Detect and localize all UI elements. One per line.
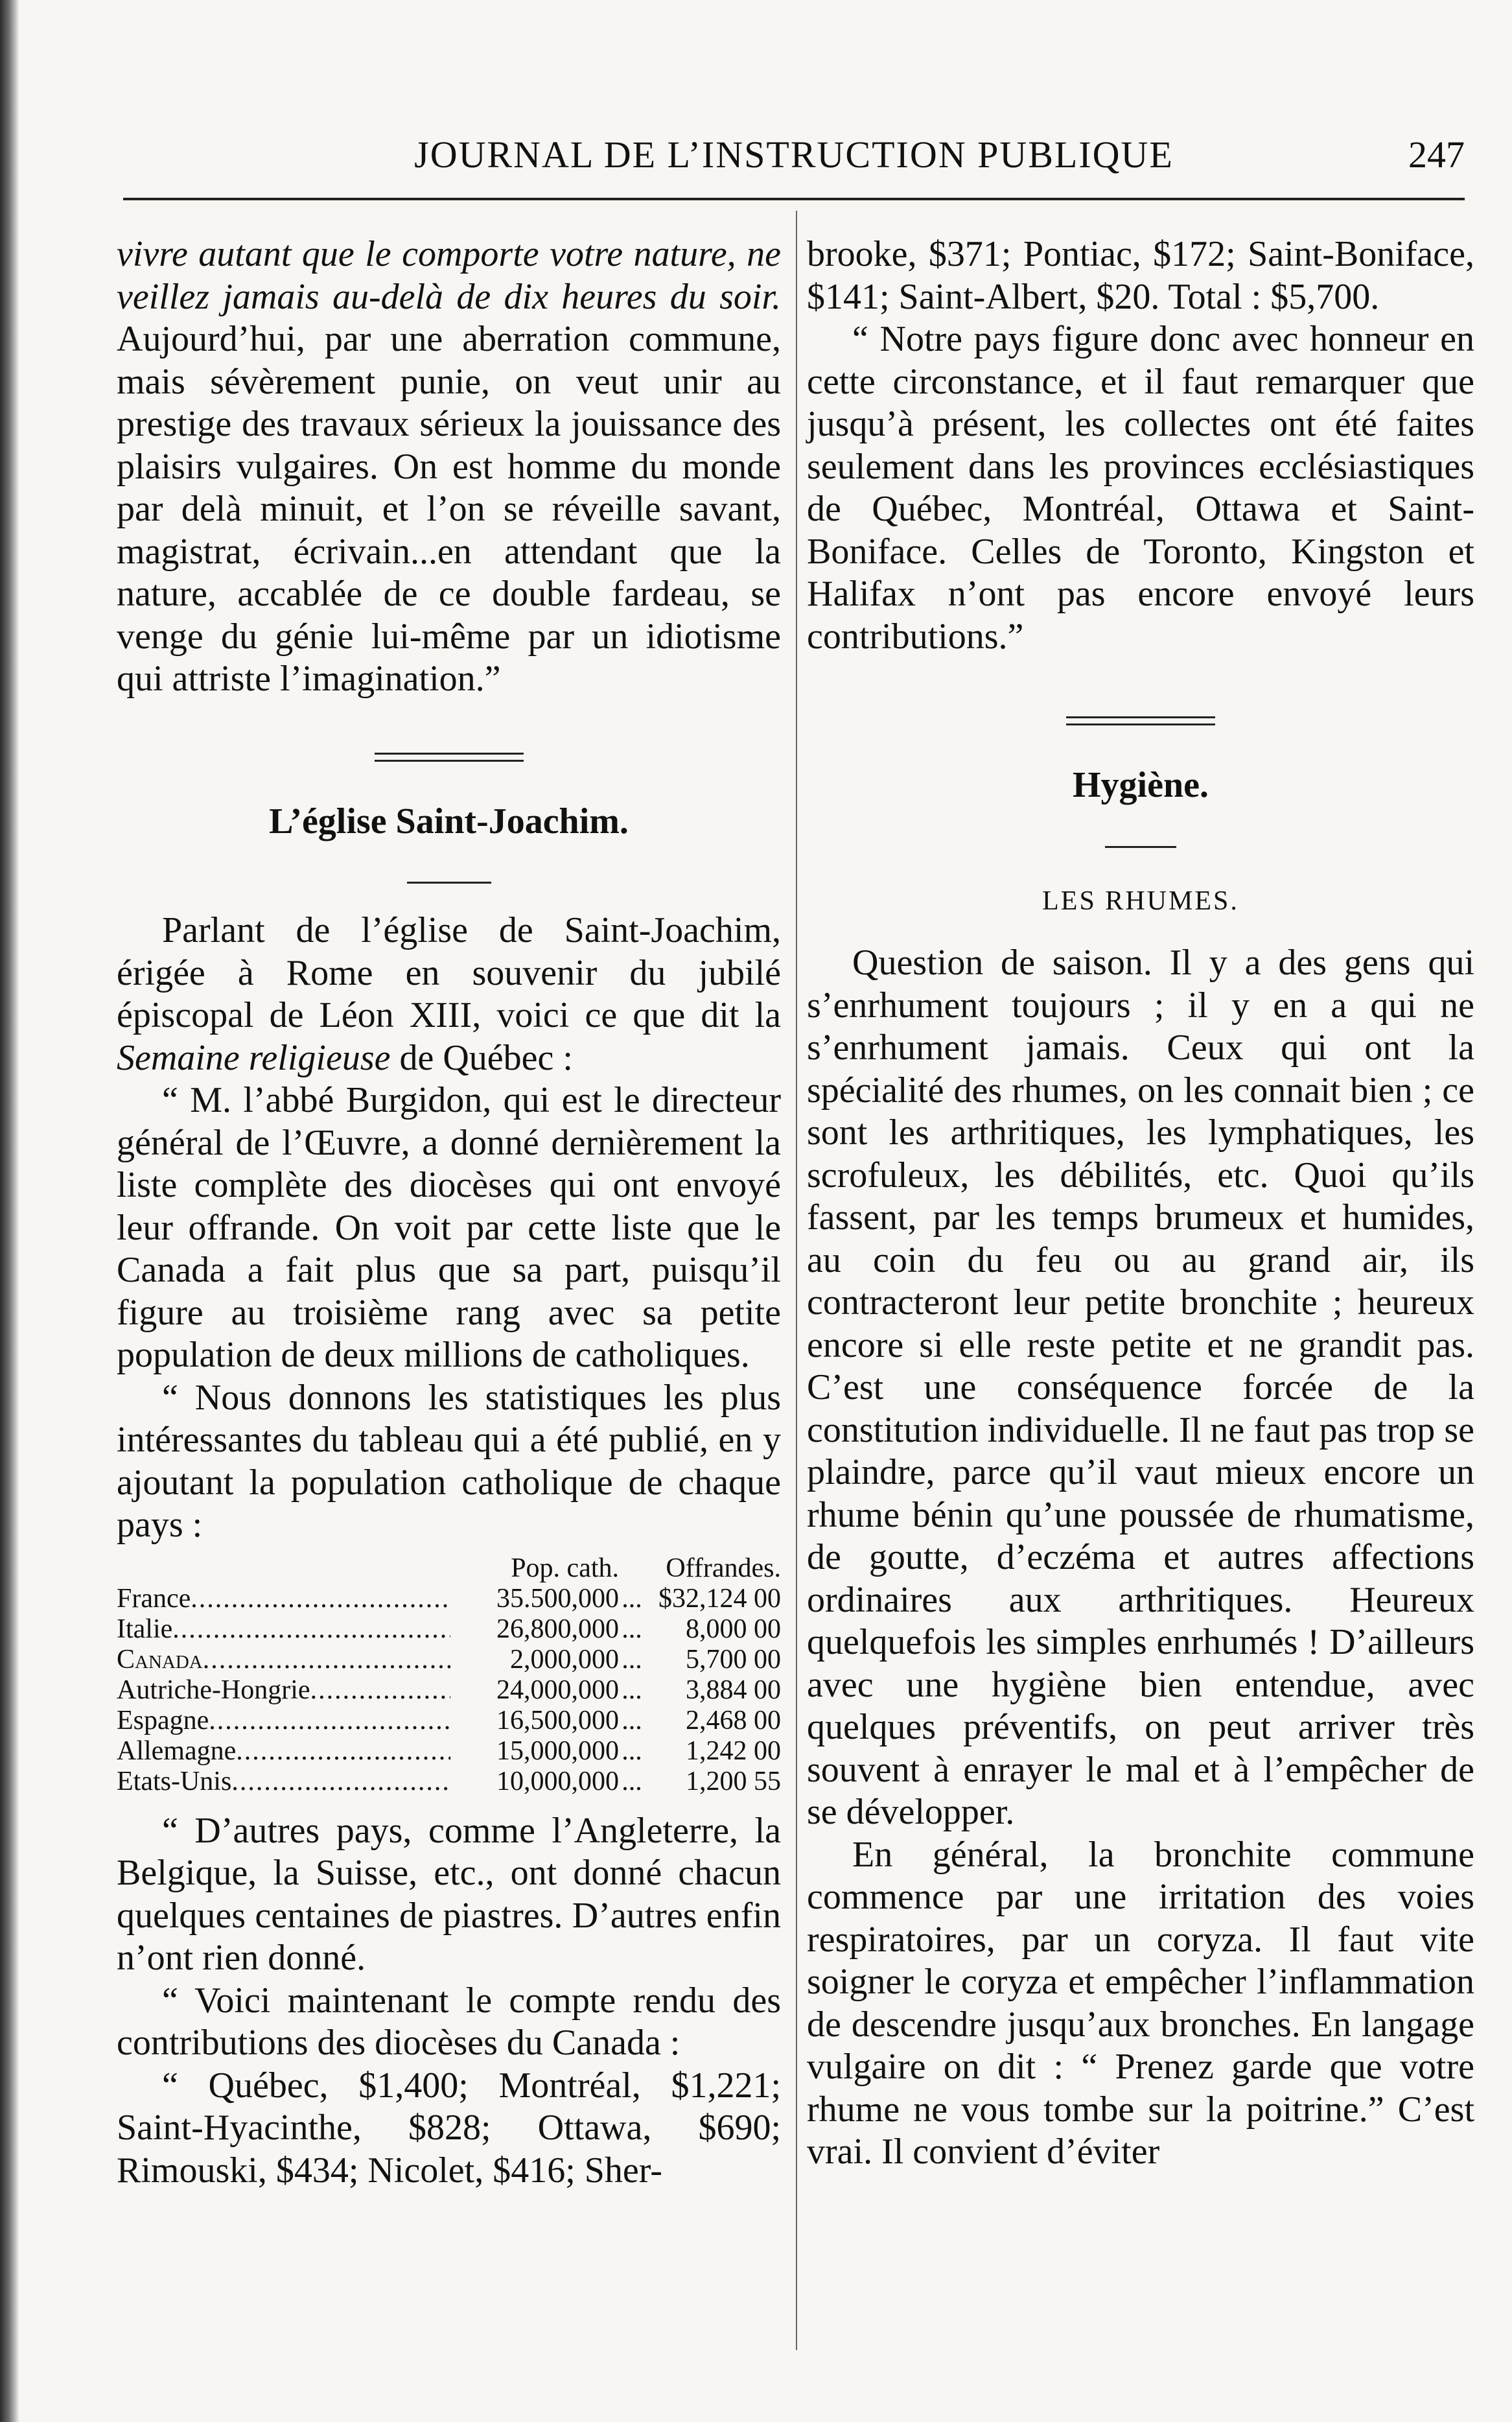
offering-value: 8,000 00	[686, 1614, 781, 1644]
paragraph	[117, 910, 781, 1079]
country-name: Italie	[117, 1614, 173, 1644]
offering-value: 2,468 00	[686, 1705, 781, 1735]
section-heading-hygiene: Hygiène.	[1073, 765, 1209, 805]
table-row: Autriche-Hongrie ..... 24,000,000 ... 3,884 00	[117, 1675, 781, 1706]
population-value: 26,800,000	[496, 1614, 619, 1644]
table-row: Espagne ..... 16,500,000 ... 2,468 00	[117, 1706, 781, 1736]
paragraph: En général, la bronchite commune commence par une irritation des voies respiratoires, par un coryza. Il faut vite soigner le coryza et empêcher l’inflammation de descendre jusqu’aux bronches. En langage vulgaire on dit : “ Prenez garde que votre rhume ne vous tombe sur la poitrine.” C’est vrai. Il convient d’éviter	[807, 1834, 1474, 2172]
country-name: Espagne	[117, 1705, 209, 1735]
column-divider	[796, 211, 797, 2350]
statistics-table	[117, 1553, 781, 1797]
paragraph: “ D’autres pays, comme l’Angleterre, la Belgique, la Suisse, etc., ont donné chacun quelques centaines de piastres. D’autres enfin n’ont rien donné.	[117, 1810, 781, 1978]
country-name: Autriche-Hongrie	[117, 1675, 310, 1705]
column-header-pop: Pop. cath.	[511, 1553, 619, 1583]
offering-value: 1,242 00	[686, 1735, 781, 1766]
paragraph: “ Voici maintenant le compte rendu des contributions des diocèses du Canada :	[117, 1980, 781, 2063]
separator-rule	[1066, 723, 1215, 725]
country-name: Canada	[117, 1644, 203, 1675]
table-row: Allemagne ..... 15,000,000 ... 1,242 00	[117, 1736, 781, 1767]
subheading-les-rhumes: LES RHUMES.	[1042, 886, 1239, 916]
running-title: JOURNAL DE L’INSTRUCTION PUBLIQUE	[414, 134, 1174, 176]
population-value: 35.500,000	[496, 1583, 619, 1614]
separator-rule	[1066, 716, 1215, 718]
population-value: 15,000,000	[496, 1735, 619, 1766]
intro-italic-text: vivre autant que le comporte votre nature, ne veillez jamais au-delà de dix heures du soir.	[117, 234, 781, 317]
header-rule	[123, 198, 1465, 200]
publication-title: Semaine religieuse	[117, 1037, 391, 1078]
intro-text: Aujourd’hui, par une aberration commune, mais sévèrement punie, on veut unir au prestige des travaux sérieux la jouissance des plaisirs vulgaires. On est homme du monde par delà minuit, et l’on se réveille savant, magistrat, écrivain...en attendant que la nature, accablée de ce double fardeau, se venge du génie lui-même par un idiotisme qui attriste l’imagination.”	[117, 319, 781, 699]
leader-dots	[236, 1736, 450, 1767]
paragraph-text: de Québec :	[390, 1037, 573, 1078]
separator-rule	[375, 760, 524, 762]
leader-dots	[209, 1706, 450, 1736]
right-column	[807, 233, 1474, 2174]
paragraph: “ Notre pays figure donc avec honneur en cette circonstance, et il faut remarquer que jusqu’à présent, les collectes ont été faites seulement dans les provinces ecclésiastiques de Québec, Montréal, Ottawa et Saint-Boniface. Celles de Toronto, Kingston et Halifax n’ont pas encore envoyé leurs contributions.”	[807, 319, 1474, 657]
heading-rule	[407, 882, 491, 884]
leader-dots	[203, 1645, 450, 1675]
paragraph: “ M. l’abbé Burgidon, qui est le directeur général de l’Œuvre, a donné dernièrement la liste complète des diocèses qui ont envoyé leur offrande. On voit par cette liste que le Canada a fait plus que sa part, puisqu’il figure au troisième rang avec sa petite population de deux millions de catholiques.	[117, 1080, 781, 1375]
intro-paragraph	[117, 233, 781, 701]
table-header	[117, 1553, 781, 1584]
leader-dots	[231, 1767, 450, 1797]
population-value: 2,000,000	[510, 1644, 619, 1675]
paragraph-text: Parlant de l’église de Saint-Joachim, érigée à Rome en souvenir du jubilé épiscopal de Léon XIII, voici ce que dit la	[117, 910, 781, 1035]
country-name: France	[117, 1583, 191, 1614]
page-header	[110, 133, 1478, 178]
table-row: France ..... 35.500,000 ... $32,124 00	[117, 1584, 781, 1614]
paragraph: “ Québec, $1,400; Montréal, $1,221; Saint-Hyacinthe, $828; Ottawa, $690; Rimouski, $434; Nicolet, $416; Sher-	[117, 2065, 781, 2191]
left-column	[117, 233, 781, 2192]
heading-rule	[1105, 846, 1176, 848]
country-name: Allemagne	[117, 1735, 237, 1766]
leader-dots	[310, 1675, 450, 1706]
table-row: Italie ..... 26,800,000 ... 8,000 00	[117, 1614, 781, 1645]
offering-value: 1,200 55	[686, 1766, 781, 1796]
table-row: Canada ..... 2,000,000 ... 5,700 00	[117, 1645, 781, 1675]
population-value: 10,000,000	[496, 1766, 619, 1796]
paragraph: Question de saison. Il y a des gens qui s’enrhument toujours ; il y en a qui ne s’enrhument jamais. Ceux qui ont la spécialité des rhumes, on les connait bien ; ce sont les arthritiques, les lymphatiques, les scrofuleux, les débilités, etc. Quoi qu’ils fassent, par les temps brumeux et humides, au coin du feu ou au grand air, ils contracteront leur petite bronchite ; heureux encore si elle reste petite et ne grandit pas. C’est une conséquence forcée de la constitution individuelle. Il ne faut pas trop se plaindre, parce qu’il vaut mieux encore un rhume bénin qu’une poussée de rhumatisme, de goutte, d’eczéma et autres affections ordinaires aux arthritiques. Heureux quelquefois les simples enrhumés ! D’ailleurs avec une hygiène bien entendue, avec quelques préventifs, on peut arriver très souvent à enrayer le mal et à l’empêcher de se développer.	[807, 943, 1474, 1832]
book-binding-edge	[0, 0, 19, 2422]
paragraph: “ Nous donnons les statistiques les plus intéressantes du tableau qui a été publié, en y ajoutant la population catholique de chaque pays :	[117, 1377, 781, 1545]
leader-dots	[172, 1614, 450, 1645]
section-heading-saint-joachim: L’église Saint-Joachim.	[269, 801, 629, 841]
population-value: 16,500,000	[496, 1705, 619, 1735]
page-number: 247	[1408, 134, 1465, 176]
separator-rule	[375, 753, 524, 755]
country-name: Etats-Unis	[117, 1766, 232, 1796]
offering-value: 5,700 00	[686, 1644, 781, 1675]
offering-value: 3,884 00	[686, 1675, 781, 1705]
offering-value: $32,124 00	[658, 1583, 781, 1614]
leader-dots	[191, 1584, 450, 1614]
population-value: 24,000,000	[496, 1675, 619, 1705]
column-header-offrandes: Offrandes.	[666, 1553, 781, 1583]
table-row: Etats-Unis ..... 10,000,000 ... 1,200 55	[117, 1767, 781, 1797]
continuation-paragraph: brooke, $371; Pontiac, $172; Saint-Boniface, $141; Saint-Albert, $20. Total : $5,700.	[807, 234, 1474, 317]
